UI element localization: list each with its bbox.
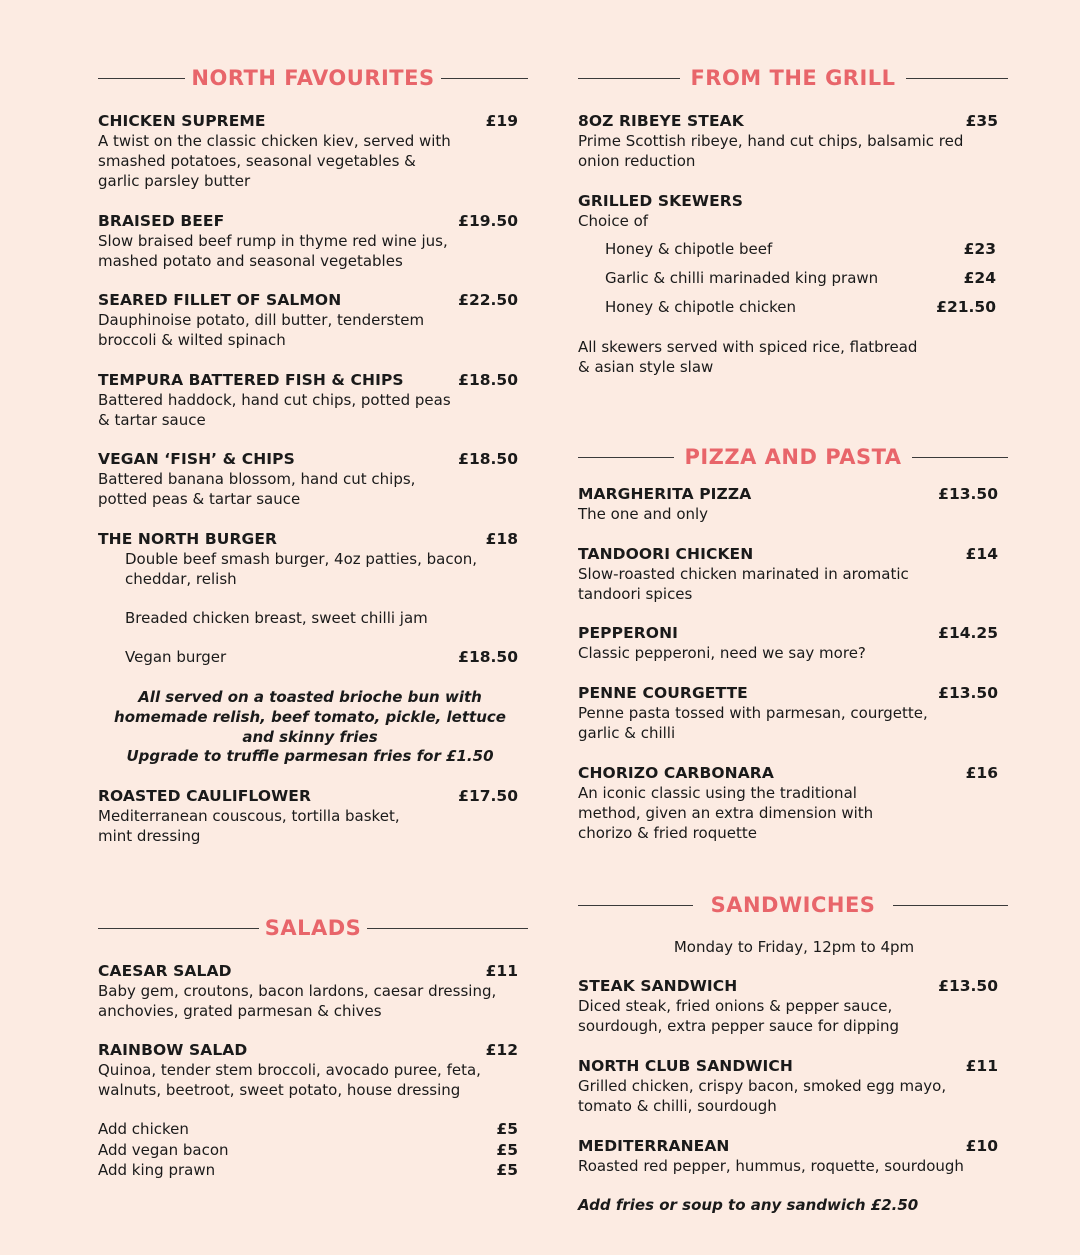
item-price: £16 (965, 764, 998, 782)
item-price: £19.50 (458, 212, 518, 230)
item-description: Grilled chicken, crispy bacon, smoked egg mayo, tomato & chilli, sourdough (578, 1077, 947, 1115)
section-title: PIZZA AND PASTA (684, 445, 902, 469)
menu-item-rainbow-salad (98, 1041, 518, 1100)
burger-note: All served on a toasted brioche bun with homemade relish, beef tomato, pickle, lettuce and skinny fries (114, 688, 506, 746)
item-description: Penne pasta tossed with parmesan, courgette, garlic & chilli (578, 704, 928, 742)
skewers-note: All skewers served with spiced rice, flatbread & asian style slaw (578, 338, 918, 376)
menu-item-pepperoni (578, 624, 998, 663)
item-price: £19 (485, 112, 518, 130)
item-name: 8OZ RIBEYE STEAK (578, 112, 744, 130)
skewer-label: Honey & chipotle chicken (605, 298, 797, 316)
menu-item-chicken-supreme (98, 112, 518, 191)
item-name: PEPPERONI (578, 624, 679, 642)
item-description: An iconic classic using the traditional method, given an extra dimension with chorizo & fried roquette (578, 784, 874, 842)
addon-label: Add vegan bacon (98, 1141, 229, 1159)
item-description: Quinoa, tender stem broccoli, avocado puree, feta, walnuts, beetroot, sweet potato, house dressing (98, 1061, 481, 1099)
menu-item-tandoori-chicken (578, 545, 998, 604)
skewer-option (605, 298, 996, 316)
item-description: Slow braised beef rump in thyme red wine jus, mashed potato and seasonal vegetables (98, 232, 448, 270)
item-name: THE NORTH BURGER (98, 530, 278, 548)
item-price: £13.50 (938, 684, 998, 702)
skewer-label: Garlic & chilli marinaded king prawn (605, 269, 879, 287)
item-description: The one and only (578, 505, 709, 523)
addon-label: Add king prawn (98, 1161, 216, 1179)
divider (906, 78, 1008, 79)
item-price: £11 (965, 1057, 998, 1075)
skewer-price: £21.50 (936, 298, 996, 316)
item-name: NORTH CLUB SANDWICH (578, 1057, 793, 1075)
skewer-label: Honey & chipotle beef (605, 240, 773, 258)
item-price: £14 (965, 545, 998, 563)
item-name: CAESAR SALAD (98, 962, 232, 980)
menu-item-margherita (578, 485, 998, 524)
menu-item-caesar-salad (98, 962, 518, 1021)
divider (893, 905, 1008, 906)
item-name: TANDOORI CHICKEN (578, 545, 754, 563)
item-name: MEDITERRANEAN (578, 1137, 730, 1155)
item-description: Dauphinoise potato, dill butter, tenderstem broccoli & wilted spinach (98, 311, 425, 349)
item-price: £14.25 (938, 624, 998, 642)
divider (98, 928, 259, 929)
sandwiches-heading (578, 893, 1008, 917)
north-favourites-heading (98, 66, 528, 90)
item-name: BRAISED BEEF (98, 212, 225, 230)
salads-heading (98, 916, 528, 940)
item-price: £18.50 (458, 450, 518, 468)
menu-item-steak-sandwich (578, 977, 998, 1036)
sandwich-hours: Monday to Friday, 12pm to 4pm (673, 938, 915, 956)
divider (367, 928, 528, 929)
menu-item-fish-chips (98, 371, 518, 430)
fries-upgrade-note: Upgrade to truffle parmesan fries for £1.50 (126, 747, 494, 765)
menu-item-vegan-fish-chips (98, 450, 518, 509)
burger-option-chicken: Breaded chicken breast, sweet chilli jam (125, 609, 428, 627)
item-description: Mediterranean couscous, tortilla basket, mint dressing (98, 807, 400, 845)
menu-item-braised-beef (98, 212, 518, 271)
item-description: Diced steak, fried onions & pepper sauce, sourdough, extra pepper sauce for dipping (578, 997, 900, 1035)
item-price: £13.50 (938, 485, 998, 503)
item-name: CHICKEN SUPREME (98, 112, 266, 130)
grill-heading (578, 66, 1008, 90)
menu-item-roasted-cauliflower (98, 787, 518, 846)
salad-addon (98, 1161, 518, 1179)
item-description: Prime Scottish ribeye, hand cut chips, balsamic red onion reduction (578, 132, 964, 170)
item-description: Battered haddock, hand cut chips, potted peas & tartar sauce (98, 391, 451, 429)
menu-item-north-burger (98, 530, 518, 589)
item-description: A twist on the classic chicken kiev, served with smashed potatoes, seasonal vegetables & garlic parsley butter (98, 132, 451, 190)
item-name: Vegan burger (125, 648, 227, 666)
section-title: NORTH FAVOURITES (191, 66, 435, 90)
skewer-option (605, 240, 996, 258)
divider (578, 457, 674, 458)
item-price: £18.50 (458, 371, 518, 389)
item-name: TEMPURA BATTERED FISH & CHIPS (98, 371, 404, 389)
menu-item-penne-courgette (578, 684, 998, 743)
item-price: £10 (965, 1137, 998, 1155)
item-price: £13.50 (938, 977, 998, 995)
item-name: STEAK SANDWICH (578, 977, 738, 995)
skewer-option (605, 269, 996, 287)
item-name: GRILLED SKEWERS (578, 192, 744, 210)
item-name: VEGAN ‘FISH’ & CHIPS (98, 450, 295, 468)
item-price: £11 (485, 962, 518, 980)
addon-label: Add chicken (98, 1120, 189, 1138)
addon-price: £5 (496, 1120, 518, 1138)
item-name: RAINBOW SALAD (98, 1041, 248, 1059)
addon-price: £5 (496, 1161, 518, 1179)
item-price: £17.50 (458, 787, 518, 805)
menu-item-chorizo-carbonara (578, 764, 998, 843)
item-name: CHORIZO CARBONARA (578, 764, 774, 782)
item-description: Classic pepperoni, need we say more? (578, 644, 866, 662)
menu-item-seared-salmon (98, 291, 518, 350)
menu-item-mediterranean (578, 1137, 998, 1176)
section-title: SALADS (264, 916, 362, 940)
divider (98, 78, 185, 79)
divider (578, 905, 693, 906)
item-price: £12 (485, 1041, 518, 1059)
item-name: PENNE COURGETTE (578, 684, 748, 702)
item-description: Battered banana blossom, hand cut chips, potted peas & tartar sauce (98, 470, 416, 508)
item-description: Slow-roasted chicken marinated in aromatic tandoori spices (578, 565, 909, 603)
burger-option-beef: Double beef smash burger, 4oz patties, bacon, cheddar, relish (125, 550, 478, 588)
item-description: Choice of (578, 212, 649, 230)
pizza-pasta-heading (578, 445, 1008, 469)
item-price: £18 (485, 530, 518, 548)
burger-option-vegan (125, 648, 518, 666)
section-title: FROM THE GRILL (690, 66, 896, 90)
item-price: £35 (965, 112, 998, 130)
menu-item-ribeye-steak (578, 112, 998, 171)
salad-addon (98, 1141, 518, 1159)
item-name: MARGHERITA PIZZA (578, 485, 752, 503)
item-name: ROASTED CAULIFLOWER (98, 787, 312, 805)
divider (578, 78, 680, 79)
item-price: £22.50 (458, 291, 518, 309)
skewer-price: £23 (963, 240, 996, 258)
item-description: Baby gem, croutons, bacon lardons, caesar dressing, anchovies, grated parmesan & chives (98, 982, 497, 1020)
salad-addon (98, 1120, 518, 1138)
divider (441, 78, 528, 79)
skewer-price: £24 (963, 269, 996, 287)
sandwich-addon-note: Add fries or soup to any sandwich £2.50 (578, 1196, 919, 1214)
addon-price: £5 (496, 1141, 518, 1159)
item-name: SEARED FILLET OF SALMON (98, 291, 342, 309)
menu-item-grilled-skewers (578, 192, 998, 231)
item-price: £18.50 (458, 648, 518, 666)
divider (912, 457, 1008, 458)
menu-item-north-club-sandwich (578, 1057, 998, 1116)
section-title: SANDWICHES (710, 893, 876, 917)
item-description: Roasted red pepper, hummus, roquette, sourdough (578, 1157, 964, 1175)
